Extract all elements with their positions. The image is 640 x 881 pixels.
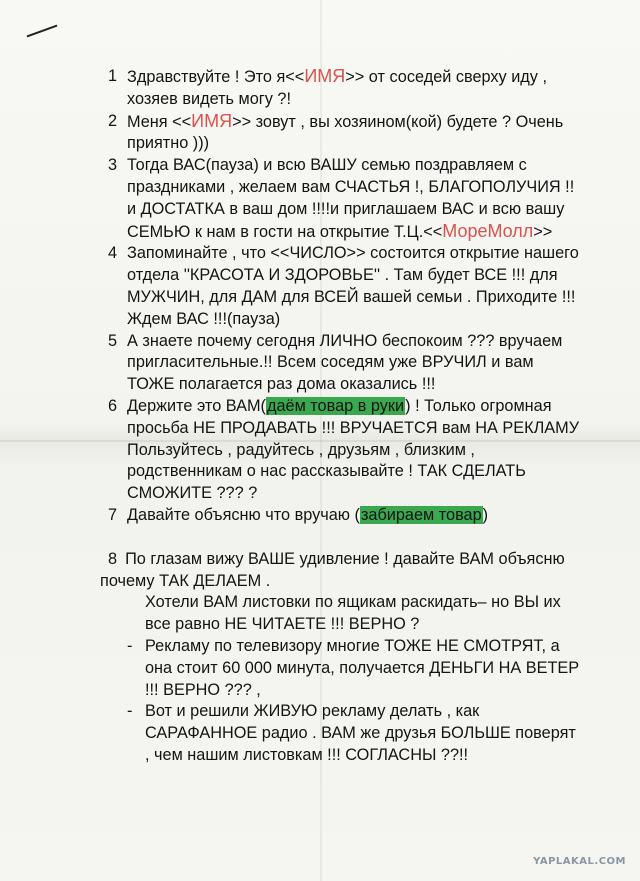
- argument-point: [100, 636, 580, 701]
- script-item-3: [100, 155, 580, 243]
- script-item-2: [100, 111, 580, 156]
- script-item-8: [100, 549, 580, 593]
- stage-direction-highlight: забираем товар: [360, 505, 482, 524]
- item-number: 2: [108, 111, 118, 130]
- item-text: Запоминайте , что <<ЧИСЛО>> состоится открытие нашего отдела ''КРАСОТА И ЗДОРОВЬЕ'' . Там будет ВСЕ !!! для МУЖЧИН, для ДАМ для ВСЕЙ вашей семьи . Приходите !!! Ждем ВАС !!!(пауза): [127, 244, 579, 328]
- item-text: Давайте объясню что вручаю (: [127, 505, 360, 524]
- argument-point: [100, 592, 580, 636]
- item-text: >> от соседей сверху иду , хозяев видеть могу ?!: [127, 68, 547, 108]
- item-text: >>: [533, 222, 553, 241]
- argument-text: Рекламу по телевизору многие ТОЖЕ НЕ СМОТРЯТ, а она стоит 60 000 минута, получается ДЕНЬГИ НА ВЕТЕР !!! ВЕРНО ??? ,: [145, 636, 580, 699]
- item-text: ): [482, 505, 489, 524]
- item-number: 1: [108, 67, 118, 85]
- script-item-5: [100, 331, 580, 396]
- item-number: 7: [108, 505, 118, 524]
- script-item-4: [100, 243, 580, 330]
- script-document: [100, 66, 580, 767]
- argument-point: [100, 701, 580, 766]
- item-number: 6: [108, 396, 118, 415]
- item-number: 5: [108, 331, 118, 350]
- item-text: Здравствуйте ! Это я<<: [127, 68, 305, 86]
- item-text: >> зовут , вы хозяином(кой) будете ? Очень приятно ))): [127, 112, 564, 153]
- stage-direction-highlight: даём товар в руки: [266, 396, 405, 415]
- script-item-1: [100, 66, 580, 111]
- item-number: 3: [108, 156, 118, 175]
- item-text: ) ! Только огромная просьба НЕ ПРОДАВАТЬ !!! ВРУЧАЕТСЯ вам НА РЕКЛАМУ Пользуйтесь , радуйтесь , друзьям , близким , родственникам о нас рассказывайте ! ТАК СДЕЛАТЬ СМОЖИТЕ ??? ?: [127, 396, 580, 503]
- argument-text: Вот и решили ЖИВУЮ рекламу делать , как САРАФАННОЕ радио . ВАМ же друзья БОЛЬШЕ поверят , чем нашим листовкам !!! СОГЛАСНЫ ??!!: [145, 702, 576, 764]
- bullet-dash: -: [127, 702, 133, 721]
- placeholder-name: МореМолл: [442, 220, 534, 241]
- script-item-7: [100, 505, 580, 527]
- item-text: Держите это ВАМ(: [127, 396, 266, 415]
- item-text: А знаете почему сегодня ЛИЧНО беспокоим ??? вручаем пригласительные.!! Всем соседям уже ВРУЧИЛ и вам ТОЖЕ полагается раз дома оказались !!!: [127, 331, 563, 394]
- argument-text: Хотели ВАМ листовки по ящикам раскидать– но ВЫ их все равно НЕ ЧИТАЕТЕ !!! ВЕРНО ?: [145, 593, 561, 634]
- placeholder-name: ИМЯ: [191, 110, 233, 131]
- watermark: YAPLAKAL.COM: [533, 856, 626, 867]
- script-item-6: [100, 396, 580, 505]
- placeholder-name: ИМЯ: [304, 66, 346, 86]
- item-number: 4: [108, 244, 118, 263]
- item-text: Меня <<: [127, 112, 192, 131]
- bullet-dash: -: [127, 636, 133, 655]
- item-text: По глазам вижу ВАШЕ удивление ! давайте ВАМ объясню почему ТАК ДЕЛАЕМ .: [100, 549, 565, 590]
- item-text: Тогда ВАС(пауза) и всю ВАШУ семью поздравляем с праздниками , желаем вам СЧАСТЬЯ !, БЛАГОПОЛУЧИЯ !! и ДОСТАТКА в ваш дом !!!!и приглашаем ВАС и всю вашу СЕМЬЮ к нам в гости на открытие Т.Ц.<<: [127, 156, 575, 241]
- item-number: 8: [108, 549, 118, 568]
